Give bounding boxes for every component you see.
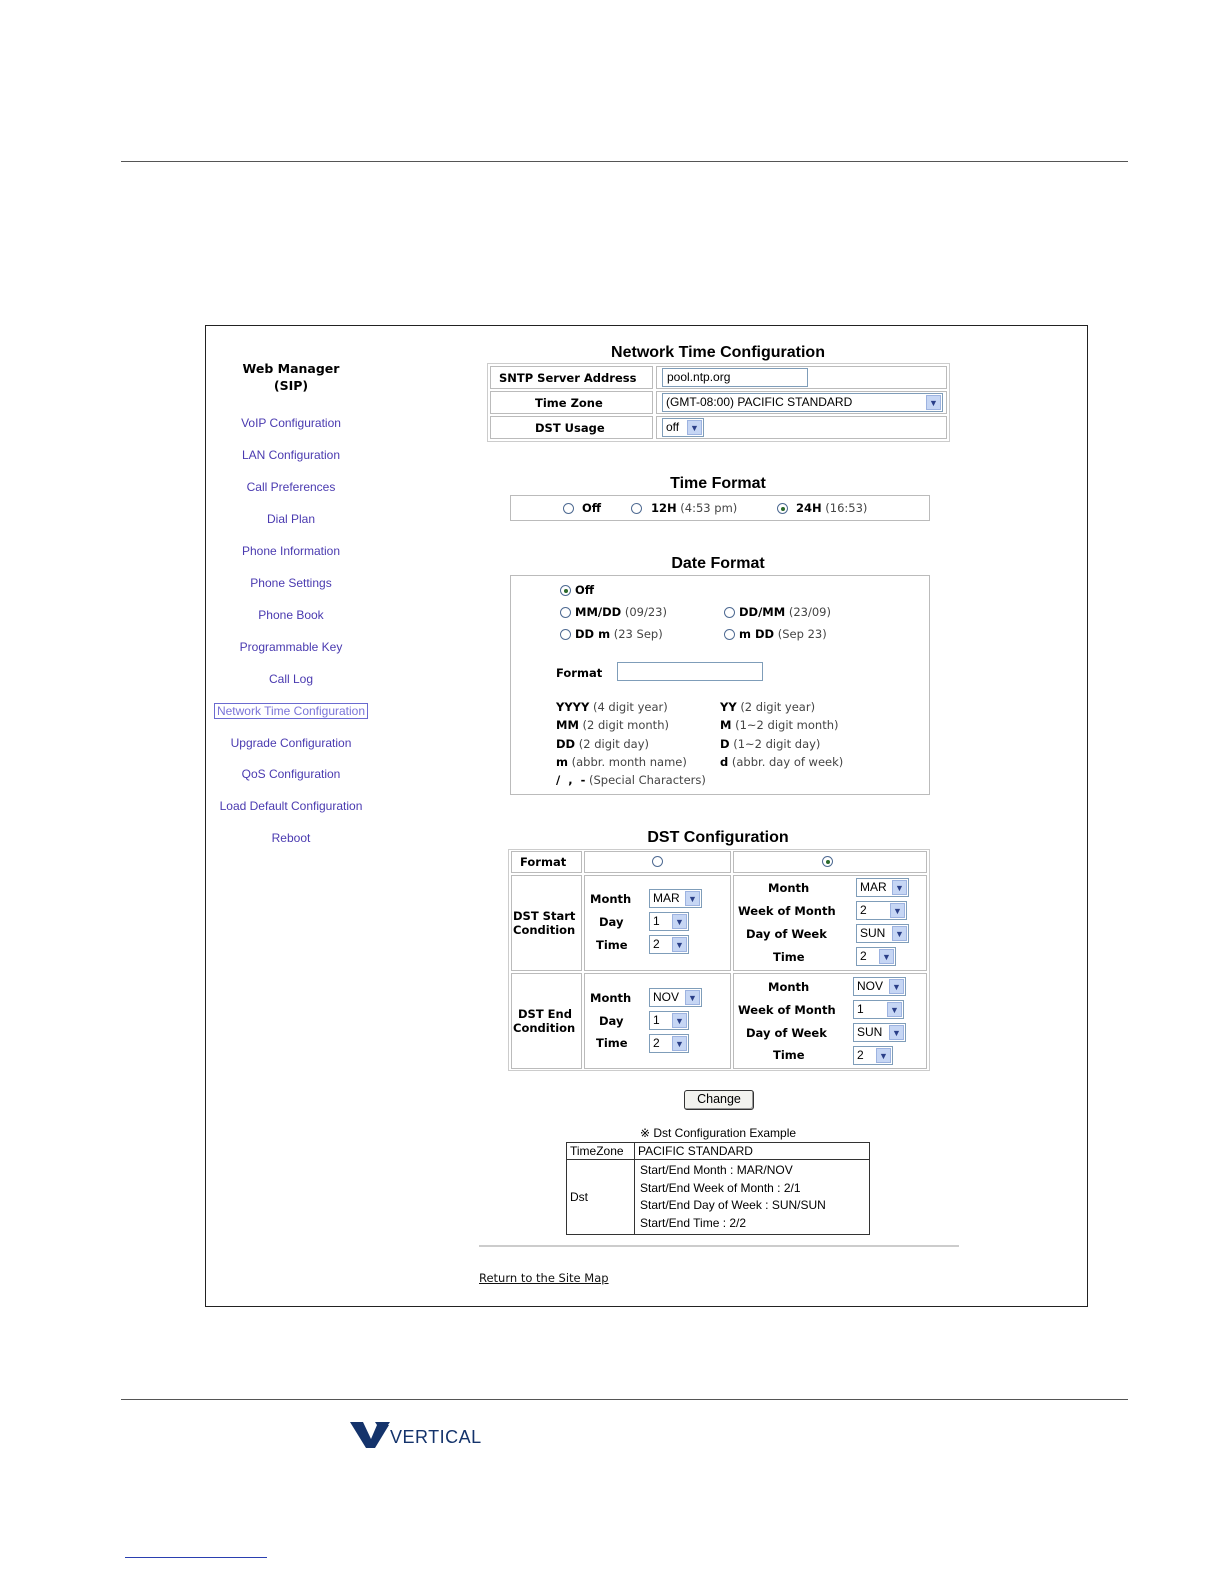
example-line: Start/End Month : MAR/NOV bbox=[640, 1163, 793, 1177]
end-b-week-label: Week of Month bbox=[738, 1003, 836, 1017]
start-b-time-value: 2 bbox=[860, 949, 867, 963]
nav-qos-configuration[interactable]: QoS Configuration bbox=[241, 767, 341, 781]
dst-start-label-1: DST Start bbox=[513, 909, 576, 923]
start-a-day-label: Day bbox=[599, 915, 624, 929]
nav-call-log[interactable]: Call Log bbox=[268, 672, 314, 686]
footer-link-rule bbox=[125, 1557, 267, 1558]
nav-network-time-configuration[interactable]: Network Time Configuration bbox=[214, 703, 368, 719]
divider bbox=[479, 1245, 959, 1247]
date-format-ddmm-radio[interactable] bbox=[724, 607, 735, 618]
chevron-down-icon: ▼ bbox=[672, 1036, 687, 1051]
date-format-heading: Date Format bbox=[671, 555, 765, 572]
end-a-day-value: 1 bbox=[653, 1013, 660, 1027]
start-b-time-label: Time bbox=[773, 950, 805, 964]
date-format-mdd-label: m DD (Sep 23) bbox=[739, 627, 827, 641]
end-a-day-label: Day bbox=[599, 1014, 624, 1028]
start-b-month-label: Month bbox=[768, 881, 810, 895]
legend-m: M (1~2 digit month) bbox=[720, 718, 839, 732]
start-a-month-value: MAR bbox=[653, 891, 680, 905]
chevron-down-icon: ▼ bbox=[672, 914, 687, 929]
sidebar-title-line2: (SIP) bbox=[273, 378, 309, 393]
timezone-value: (GMT-08:00) PACIFIC STANDARD bbox=[666, 395, 853, 409]
end-a-time-select[interactable] bbox=[649, 1034, 689, 1053]
chevron-down-icon: ▼ bbox=[892, 926, 907, 941]
end-b-time-value: 2 bbox=[857, 1048, 864, 1062]
chevron-down-icon: ▼ bbox=[890, 903, 905, 918]
dst-start-label-2: Condition bbox=[513, 923, 576, 937]
nav-lan-configuration[interactable]: LAN Configuration bbox=[241, 448, 341, 462]
start-b-month-select[interactable] bbox=[856, 878, 909, 897]
end-b-dow-value: SUN bbox=[857, 1025, 883, 1039]
end-a-day-select[interactable] bbox=[649, 1011, 689, 1030]
nav-load-default-configuration[interactable]: Load Default Configuration bbox=[219, 799, 363, 813]
footer-rule bbox=[121, 1399, 1128, 1400]
date-format-ddmm-label: DD/MM (23/09) bbox=[739, 605, 831, 619]
date-format-mmdd-radio[interactable] bbox=[560, 607, 571, 618]
start-b-week-label: Week of Month bbox=[738, 904, 836, 918]
date-format-mmdd-label: MM/DD (09/23) bbox=[575, 605, 667, 619]
example-dst-label: Dst bbox=[567, 1160, 635, 1235]
example-dst-lines bbox=[635, 1160, 870, 1235]
end-a-month-label: Month bbox=[590, 991, 632, 1005]
dst-usage-label: DST Usage bbox=[535, 421, 605, 435]
dst-usage-value: off bbox=[666, 420, 680, 434]
chevron-down-icon: ▼ bbox=[887, 1002, 902, 1017]
chevron-down-icon: ▼ bbox=[876, 1048, 891, 1063]
timezone-label: Time Zone bbox=[535, 396, 603, 410]
start-a-month-label: Month bbox=[590, 892, 632, 906]
change-button[interactable]: Change bbox=[684, 1090, 754, 1110]
date-format-ddm-radio[interactable] bbox=[560, 629, 571, 640]
chevron-down-icon: ▼ bbox=[889, 1025, 904, 1040]
logo-mark-icon bbox=[350, 1422, 390, 1448]
example-line: Start/End Day of Week : SUN/SUN bbox=[640, 1198, 826, 1212]
end-b-time-label: Time bbox=[773, 1048, 805, 1062]
nav-phone-book[interactable]: Phone Book bbox=[258, 608, 324, 622]
chevron-down-icon: ▼ bbox=[687, 420, 702, 435]
dst-format-day-radio[interactable] bbox=[652, 856, 663, 867]
end-b-time-select[interactable] bbox=[853, 1046, 893, 1065]
example-tz-label: TimeZone bbox=[567, 1143, 635, 1160]
timezone-select[interactable] bbox=[662, 393, 943, 412]
time-format-off-radio[interactable] bbox=[563, 503, 574, 514]
start-a-day-value: 1 bbox=[653, 914, 660, 928]
example-table bbox=[566, 1142, 870, 1235]
start-a-time-select[interactable] bbox=[649, 935, 689, 954]
start-b-dow-value: SUN bbox=[860, 926, 886, 940]
chevron-down-icon: ▼ bbox=[889, 979, 904, 994]
vertical-logo bbox=[350, 1420, 500, 1450]
chevron-down-icon: ▼ bbox=[685, 990, 700, 1005]
date-format-mdd-radio[interactable] bbox=[724, 629, 735, 640]
network-time-heading: Network Time Configuration bbox=[611, 344, 825, 361]
start-a-month-select[interactable] bbox=[649, 889, 702, 908]
end-b-week-select[interactable] bbox=[853, 1000, 904, 1019]
chevron-down-icon: ▼ bbox=[892, 880, 907, 895]
date-format-off-radio[interactable] bbox=[560, 585, 571, 596]
end-a-time-value: 2 bbox=[653, 1036, 660, 1050]
logo-text: VERTICAL bbox=[390, 1427, 482, 1447]
end-a-month-value: NOV bbox=[653, 990, 680, 1004]
example-title: ※ Dst Configuration Example bbox=[639, 1126, 797, 1140]
nav-voip-configuration[interactable]: VoIP Configuration bbox=[241, 416, 341, 430]
legend-mm: MM (2 digit month) bbox=[556, 718, 669, 732]
date-format-format-label: Format bbox=[556, 666, 603, 680]
time-format-24h-label: 24H (16:53) bbox=[796, 501, 868, 515]
start-b-week-value: 2 bbox=[860, 903, 867, 917]
chevron-down-icon: ▼ bbox=[685, 891, 700, 906]
sidebar-title bbox=[216, 360, 366, 394]
date-format-ddm-label: DD m (23 Sep) bbox=[575, 627, 663, 641]
nav-reboot[interactable]: Reboot bbox=[271, 831, 311, 845]
chevron-down-icon: ▼ bbox=[672, 937, 687, 952]
end-b-month-label: Month bbox=[768, 980, 810, 994]
date-format-off-label: Off bbox=[575, 583, 595, 597]
header-rule bbox=[121, 161, 1128, 162]
nav-phone-settings[interactable]: Phone Settings bbox=[250, 576, 332, 590]
dst-format-label: Format bbox=[520, 855, 567, 869]
time-format-12h-radio[interactable] bbox=[631, 503, 642, 514]
nav-upgrade-configuration[interactable]: Upgrade Configuration bbox=[230, 736, 352, 750]
legend-yyyy: YYYY (4 digit year) bbox=[556, 700, 668, 714]
chevron-down-icon: ▼ bbox=[672, 1013, 687, 1028]
legend-special: / , - (Special Characters) bbox=[556, 773, 706, 787]
sntp-server-input[interactable]: pool.ntp.org bbox=[662, 368, 808, 387]
legend-month-abbr: m (abbr. month name) bbox=[556, 755, 687, 769]
start-b-dow-select[interactable] bbox=[856, 924, 909, 943]
nav-dial-plan[interactable]: Dial Plan bbox=[266, 512, 316, 526]
sidebar-title-line1: Web Manager bbox=[242, 361, 340, 376]
start-a-time-value: 2 bbox=[653, 937, 660, 951]
time-format-12h-label: 12H (4:53 pm) bbox=[651, 501, 738, 515]
end-b-dow-select[interactable] bbox=[853, 1023, 906, 1042]
end-b-month-select[interactable] bbox=[853, 977, 906, 996]
nav-phone-information[interactable]: Phone Information bbox=[241, 544, 341, 558]
time-format-heading: Time Format bbox=[670, 475, 766, 492]
return-site-map-link[interactable]: Return to the Site Map bbox=[479, 1271, 609, 1285]
end-b-week-value: 1 bbox=[857, 1002, 864, 1016]
start-a-day-select[interactable] bbox=[649, 912, 689, 931]
nav-call-preferences[interactable]: Call Preferences bbox=[246, 480, 336, 494]
chevron-down-icon: ▼ bbox=[879, 949, 894, 964]
example-tz-value: PACIFIC STANDARD bbox=[635, 1143, 870, 1160]
legend-day-abbr: d (abbr. day of week) bbox=[720, 755, 844, 769]
dst-usage-select[interactable] bbox=[662, 418, 704, 437]
start-b-dow-label: Day of Week bbox=[746, 927, 827, 941]
end-a-time-label: Time bbox=[596, 1036, 628, 1050]
start-b-week-select[interactable] bbox=[856, 901, 907, 920]
legend-d: D (1~2 digit day) bbox=[720, 737, 821, 751]
start-b-month-value: MAR bbox=[860, 880, 887, 894]
date-format-input[interactable] bbox=[617, 662, 763, 681]
example-line: Start/End Time : 2/2 bbox=[640, 1215, 747, 1230]
legend-yy: YY (2 digit year) bbox=[720, 700, 816, 714]
dst-end-label-2: Condition bbox=[513, 1021, 576, 1035]
example-line: Start/End Week of Month : 2/1 bbox=[640, 1180, 801, 1195]
dst-format-week-radio[interactable] bbox=[822, 856, 833, 867]
time-format-24h-radio[interactable] bbox=[777, 503, 788, 514]
time-format-off-label: Off bbox=[582, 501, 602, 515]
sntp-label: SNTP Server Address bbox=[499, 371, 637, 385]
end-b-month-value: NOV bbox=[857, 979, 884, 993]
chevron-down-icon: ▼ bbox=[926, 395, 941, 410]
legend-dd: DD (2 digit day) bbox=[556, 737, 650, 751]
start-a-time-label: Time bbox=[596, 938, 628, 952]
nav-programmable-key[interactable]: Programmable Key bbox=[239, 640, 343, 654]
end-a-month-select[interactable] bbox=[649, 988, 702, 1007]
end-b-dow-label: Day of Week bbox=[746, 1026, 827, 1040]
start-b-time-select[interactable] bbox=[856, 947, 896, 966]
dst-heading: DST Configuration bbox=[647, 829, 789, 846]
dst-end-label-1: DST End bbox=[518, 1007, 572, 1021]
